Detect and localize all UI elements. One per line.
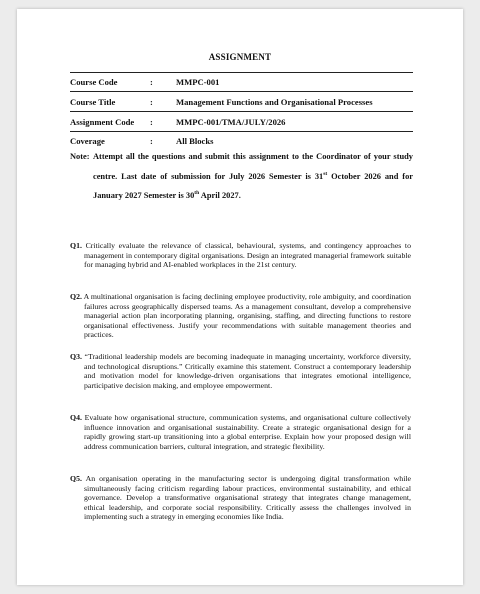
note-text-part: April 2027. xyxy=(199,190,241,200)
info-colon: : xyxy=(150,136,153,146)
note-text-part: October 2026 and for January 2027 Semester is 30 xyxy=(93,171,413,200)
info-colon: : xyxy=(150,117,153,127)
question-number: Q3. xyxy=(70,352,82,361)
question-text: An organisation operating in the manufacturing sector is undergoing digital transformation while simultaneously facing criticism regarding labour practices, environmental sustainability, and ethical governance. Develop a transformative organisational strategy that integrates change management, ethical leadership, and corporate social responsibility. Critically assess the challenges involved in implementing such a strategy in emerging economies like India. xyxy=(84,474,411,522)
info-value: All Blocks xyxy=(176,136,214,146)
row-rule xyxy=(70,91,413,92)
question-text: A multinational organisation is facing declining employee productivity, role ambiguity, and coordination failures across geographically dispersed teams. As a management consultant, develop a comprehensive managerial action plan incorporating planning, organising, staffing, and directing functions to restore organisational effectiveness. Justify your recommendations with suitable management theories and practices. xyxy=(83,292,411,340)
question-1 xyxy=(70,241,411,270)
info-label: Course Title xyxy=(70,97,116,107)
info-value: Management Functions and Organisational Processes xyxy=(176,97,373,107)
top-rule xyxy=(70,72,413,73)
question-2 xyxy=(70,292,411,340)
question-text: “Traditional leadership models are becoming inadequate in managing uncertainty, workforce diversity, and technological disruptions.” Critically examine this statement. Construct a contemporary leadership and motivation model for knowledge-driven organisations that integrates emotional intelligence, participative decision making, and employee empowerment. xyxy=(84,352,411,390)
info-label: Coverage xyxy=(70,136,105,146)
note-text-part: Attempt all the questions and submit this assignment to the Coordinator of your study centre. Last date of submission for July 2026 Semester is 31 xyxy=(93,152,413,181)
question-4 xyxy=(70,413,411,451)
question-text: Evaluate how organisational structure, communication systems, and organisational culture collectively influence innovation and organisational sustainability. Create a strategic organisational design for a rapidly growing start-up transitioning into a global enterprise. Explain how your proposed design will address communication barriers, cultural integration, and strategic flexibility. xyxy=(84,413,411,451)
question-number: Q5. xyxy=(70,474,82,483)
question-number: Q1. xyxy=(70,241,82,250)
question-number: Q2. xyxy=(70,292,82,301)
document-page xyxy=(17,9,463,585)
info-colon: : xyxy=(150,77,153,87)
document-title: ASSIGNMENT xyxy=(208,52,272,62)
question-3 xyxy=(70,352,411,390)
note-superscript: th xyxy=(194,189,200,196)
submission-note xyxy=(70,148,413,204)
info-label: Assignment Code xyxy=(70,117,135,127)
info-colon: : xyxy=(150,97,153,107)
question-number: Q4. xyxy=(70,413,82,422)
note-superscript: st xyxy=(323,170,328,177)
info-label: Course Code xyxy=(70,77,118,87)
question-text: Critically evaluate the relevance of classical, behavioural, systems, and contingency approaches to management in contemporary digital organisations. Design an integrated managerial framework suitable for managing hybrid and AI-enabled workplaces in the 21st century. xyxy=(84,241,412,270)
row-rule xyxy=(70,111,413,112)
note-label: Note: xyxy=(70,152,90,161)
info-value: MMPC-001 xyxy=(176,77,220,87)
row-rule xyxy=(70,131,413,132)
info-value: MMPC-001/TMA/JULY/2026 xyxy=(176,117,286,127)
question-5 xyxy=(70,474,411,522)
note-text xyxy=(70,148,413,204)
